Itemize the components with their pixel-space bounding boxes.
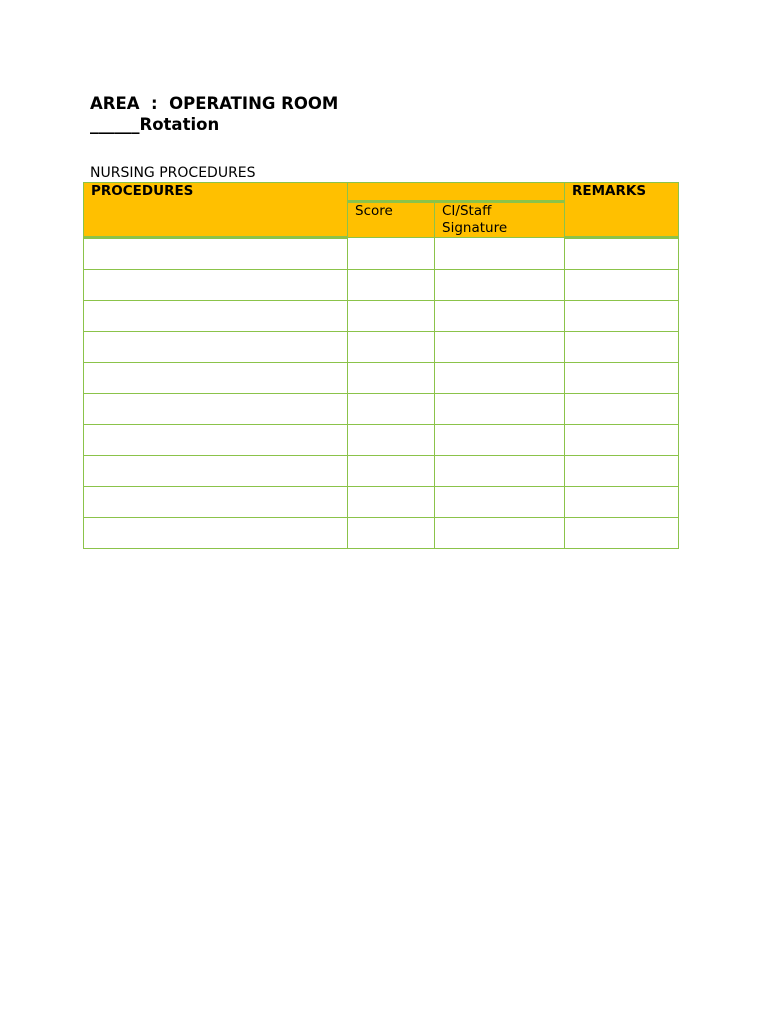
procedure-cell[interactable] [84, 363, 348, 394]
table-row [84, 487, 679, 518]
remarks-cell[interactable] [565, 394, 679, 425]
signature-cell[interactable] [435, 487, 565, 518]
signature-header: CI/Staff Signature [435, 202, 565, 238]
signature-cell[interactable] [435, 332, 565, 363]
procedure-cell[interactable] [84, 456, 348, 487]
score-cell[interactable] [348, 332, 435, 363]
table-body [84, 238, 679, 549]
remarks-cell[interactable] [565, 238, 679, 270]
signature-cell[interactable] [435, 238, 565, 270]
procedures-table [83, 182, 679, 549]
signature-cell[interactable] [435, 394, 565, 425]
score-cell[interactable] [348, 518, 435, 549]
remarks-cell[interactable] [565, 270, 679, 301]
procedure-cell[interactable] [84, 394, 348, 425]
procedure-cell[interactable] [84, 238, 348, 270]
procedure-cell[interactable] [84, 425, 348, 456]
remarks-header: REMARKS [565, 183, 679, 238]
remarks-cell[interactable] [565, 301, 679, 332]
document-title [90, 93, 338, 135]
score-cell[interactable] [348, 456, 435, 487]
score-cell[interactable] [348, 238, 435, 270]
signature-cell[interactable] [435, 301, 565, 332]
table-row [84, 456, 679, 487]
score-cell[interactable] [348, 301, 435, 332]
procedure-cell[interactable] [84, 270, 348, 301]
remarks-cell[interactable] [565, 487, 679, 518]
table-row [84, 270, 679, 301]
score-cell[interactable] [348, 270, 435, 301]
table-row [84, 301, 679, 332]
remarks-cell[interactable] [565, 456, 679, 487]
score-cell[interactable] [348, 394, 435, 425]
procedure-cell[interactable] [84, 487, 348, 518]
score-cell[interactable] [348, 425, 435, 456]
signature-cell[interactable] [435, 518, 565, 549]
signature-cell[interactable] [435, 425, 565, 456]
table-row [84, 425, 679, 456]
procedure-cell[interactable] [84, 301, 348, 332]
table-row [84, 394, 679, 425]
area-heading: AREA : OPERATING ROOM [90, 94, 339, 113]
remarks-cell[interactable] [565, 518, 679, 549]
score-group-header [348, 183, 565, 202]
table-row [84, 363, 679, 394]
remarks-cell[interactable] [565, 363, 679, 394]
signature-cell[interactable] [435, 363, 565, 394]
procedures-header: PROCEDURES [84, 183, 348, 238]
signature-cell[interactable] [435, 456, 565, 487]
rotation-heading: ______Rotation [90, 115, 220, 134]
table-row [84, 518, 679, 549]
remarks-cell[interactable] [565, 332, 679, 363]
score-cell[interactable] [348, 487, 435, 518]
score-header: Score [348, 202, 435, 238]
procedure-cell[interactable] [84, 518, 348, 549]
section-title: NURSING PROCEDURES [90, 165, 256, 181]
remarks-cell[interactable] [565, 425, 679, 456]
procedure-cell[interactable] [84, 332, 348, 363]
table-row [84, 332, 679, 363]
table-row [84, 238, 679, 270]
score-cell[interactable] [348, 363, 435, 394]
signature-cell[interactable] [435, 270, 565, 301]
